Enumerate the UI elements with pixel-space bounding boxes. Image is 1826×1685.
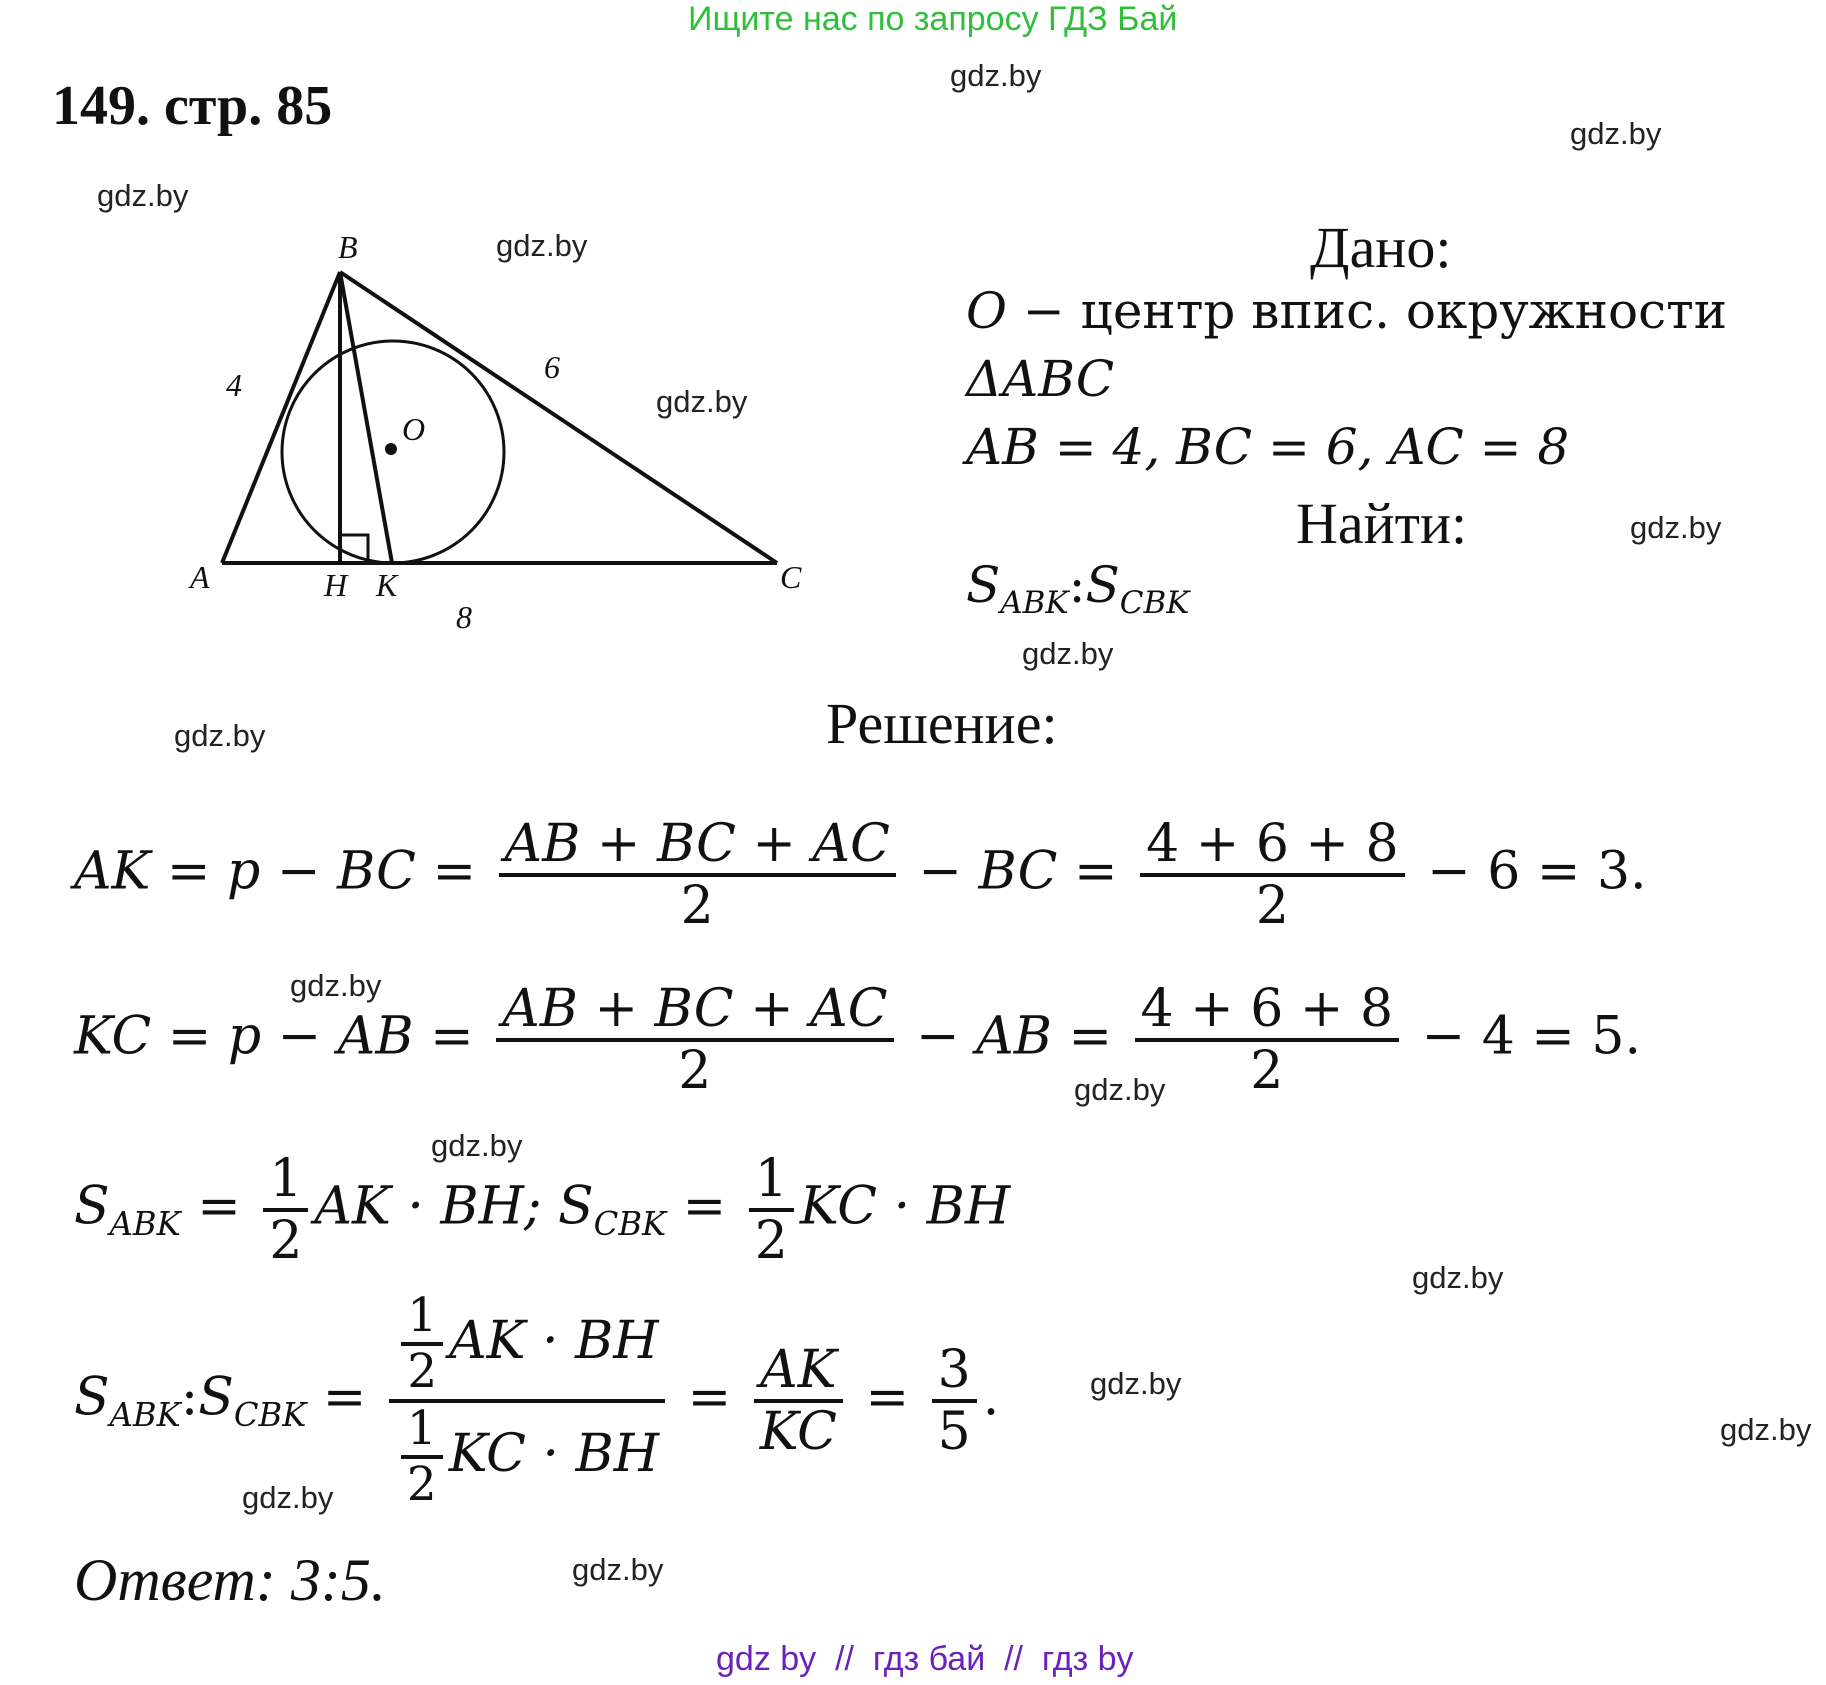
given-center-var: O — [966, 282, 1007, 340]
watermark: gdz.by — [242, 1480, 334, 1515]
eq4-big-num — [389, 1290, 664, 1399]
eq2-frac2-num: 4 + 6 + 8 — [1140, 979, 1394, 1039]
watermark: gdz.by — [1412, 1260, 1504, 1295]
label-side-ac: 8 — [456, 599, 472, 635]
eq4-num-half-num: 1 — [407, 1289, 438, 1343]
eq1-frac2-den: 2 — [1255, 876, 1289, 937]
eq4-den-prod: KC · BH — [448, 1423, 660, 1484]
watermark: gdz.by — [1074, 1072, 1166, 1107]
watermark: gdz.by — [1630, 510, 1722, 545]
eq1-fraction — [499, 815, 896, 935]
eq2-fraction-2 — [1135, 980, 1400, 1100]
eq3-s1: S — [74, 1176, 110, 1237]
eq4-eq2: = — [671, 1367, 748, 1428]
watermark: gdz.by — [1022, 636, 1114, 671]
eq2-lhs: KC = p − AB = — [74, 1006, 491, 1067]
label-k: K — [376, 567, 398, 603]
find-expression — [966, 556, 1190, 621]
eq2-tail: − 4 = 5. — [1405, 1006, 1642, 1067]
label-a: A — [190, 559, 210, 595]
given-heading: Дано: — [1310, 215, 1452, 280]
watermark: gdz.by — [572, 1552, 664, 1587]
eq3-s1-sub: ABK — [109, 1205, 181, 1244]
eq3-half-2 — [749, 1150, 794, 1270]
find-s1: S — [966, 556, 1001, 614]
given-line-1 — [966, 282, 1727, 340]
eq1-fraction-2 — [1140, 815, 1405, 935]
watermark: gdz.by — [97, 178, 189, 213]
eq3-half-num: 1 — [269, 1149, 303, 1209]
eq3-prod2: KC · BH — [799, 1176, 1011, 1237]
eq4-sep: : — [180, 1367, 199, 1428]
label-h: H — [324, 567, 348, 603]
promo-banner: Ищите нас по запросу ГДЗ Бай — [688, 0, 1178, 38]
eq3-s2-sub: CBK — [593, 1205, 667, 1244]
eq4-s1-sub: ABK — [109, 1395, 181, 1434]
eq4-num-half — [401, 1290, 443, 1399]
eq4-f3-num: 3 — [937, 1339, 971, 1400]
watermark: gdz.by — [1720, 1412, 1812, 1447]
watermark: gdz.by — [431, 1128, 523, 1163]
eq3-s2: S — [558, 1176, 594, 1237]
label-c: C — [780, 559, 802, 595]
eq1-frac-num: AB + BC + AC — [504, 814, 890, 874]
center-point — [385, 443, 397, 455]
eq4-num-prod: AK · BH — [449, 1310, 659, 1371]
eq4-f3-den: 5 — [937, 1401, 971, 1462]
eq4-num-half-den: 2 — [407, 1345, 438, 1400]
watermark: gdz.by — [1090, 1366, 1182, 1401]
eq4-eq: = — [306, 1367, 383, 1428]
footer-links[interactable]: gdz by // гдз бай // гдз by — [716, 1640, 1134, 1678]
eq4-s1: S — [74, 1367, 110, 1428]
eq3-eq: = — [180, 1176, 258, 1237]
eq3-half2-num: 1 — [754, 1149, 788, 1209]
eq4-den-half — [401, 1403, 443, 1512]
answer-text: Ответ: 3:5. — [74, 1547, 386, 1613]
eq4-fraction-ak-kc — [754, 1341, 843, 1461]
eq4-eq3: = — [848, 1367, 926, 1428]
eq4-big-den — [389, 1403, 665, 1512]
label-b: B — [338, 229, 358, 265]
label-o: O — [402, 411, 426, 447]
side-ab — [222, 272, 340, 563]
eq3-eq2: = — [666, 1176, 743, 1237]
eq4-f2-num: AK — [760, 1339, 837, 1400]
watermark: gdz.by — [496, 228, 588, 263]
eq1-mid: − BC = — [901, 841, 1135, 902]
eq2-mid: − AB = — [899, 1006, 1129, 1067]
equation-kc — [74, 980, 1641, 1100]
watermark: gdz.by — [1570, 116, 1662, 151]
eq4-den-half-den: 2 — [406, 1458, 437, 1513]
equation-areas — [74, 1150, 1010, 1270]
eq1-tail: − 6 = 3. — [1410, 841, 1647, 902]
label-side-bc: 6 — [544, 349, 560, 385]
eq3-half-den: 2 — [269, 1211, 303, 1272]
eq4-s2: S — [198, 1367, 234, 1428]
eq2-frac2-den: 2 — [1250, 1041, 1284, 1102]
eq1-frac2-num: 4 + 6 + 8 — [1146, 814, 1399, 874]
watermark: gdz.by — [950, 58, 1042, 93]
eq3-half2-den: 2 — [754, 1211, 788, 1272]
watermark: gdz.by — [656, 384, 748, 419]
eq3-half — [263, 1150, 308, 1270]
watermark: gdz.by — [290, 968, 382, 1003]
eq2-frac-den: 2 — [678, 1041, 712, 1102]
eq4-fraction-result — [932, 1341, 977, 1461]
given-line-2: ΔABC — [966, 350, 1115, 408]
find-s1-sub: ABK — [1000, 584, 1069, 621]
given-line-3: AB = 4, BC = 6, AC = 8 — [966, 418, 1570, 476]
equation-ak — [74, 815, 1647, 935]
eq1-lhs: AK = p − BC = — [74, 841, 493, 902]
find-s2: S — [1085, 556, 1120, 614]
segment-bk — [340, 272, 392, 563]
page-title: 149. стр. 85 — [52, 75, 333, 137]
find-s2-sub: CBK — [1119, 584, 1190, 621]
eq3-prod1: AK · BH; — [314, 1176, 559, 1237]
eq2-frac-num: AB + BC + AC — [502, 979, 888, 1039]
solution-heading: Решение: — [826, 691, 1058, 756]
eq4-f2-den: KC — [759, 1401, 837, 1462]
eq1-frac-den: 2 — [680, 876, 714, 937]
given-center-text: − центр впис. окружности — [1007, 282, 1728, 340]
watermark: gdz.by — [174, 718, 266, 753]
eq2-fraction — [496, 980, 893, 1100]
equation-ratio — [74, 1290, 999, 1512]
find-heading: Найти: — [1296, 491, 1468, 556]
label-side-ab: 4 — [226, 367, 242, 403]
eq4-s2-sub: CBK — [233, 1395, 307, 1434]
eq4-end: . — [982, 1367, 1000, 1428]
eq4-big-fraction — [389, 1290, 665, 1512]
find-sep: : — [1068, 556, 1086, 614]
eq4-den-half-num: 1 — [406, 1401, 437, 1456]
triangle-figure — [180, 220, 840, 650]
